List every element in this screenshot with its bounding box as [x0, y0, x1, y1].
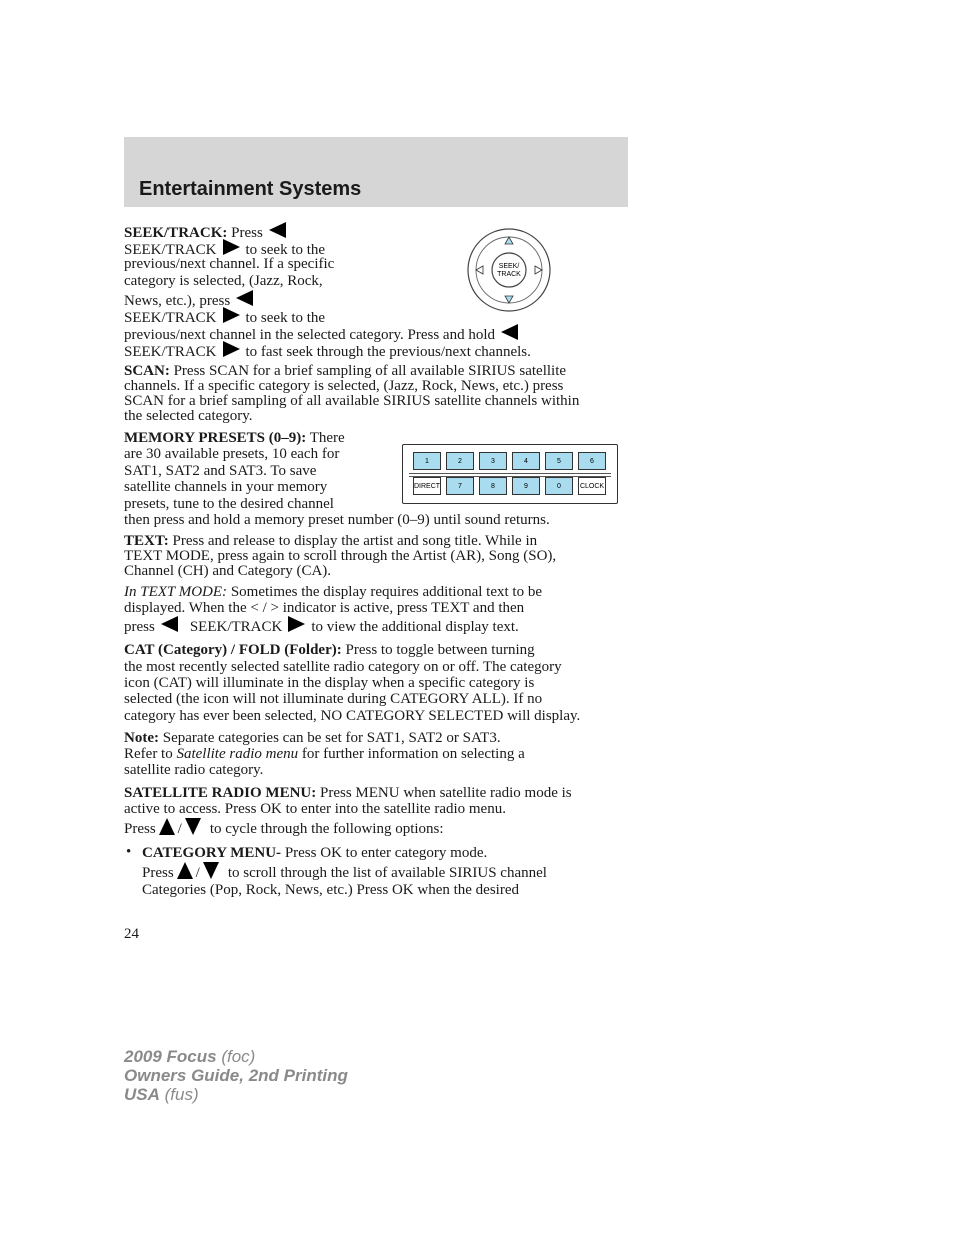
category-menu-heading: CATEGORY MENU- [142, 845, 282, 862]
preset-button-4: 4 [512, 452, 540, 470]
clock-button: CLOCK [578, 477, 606, 495]
satellite-radio-menu-reference: Satellite radio menu [176, 746, 299, 763]
text-mode-section: In TEXT MODE: Sometimes the display requires additional text to be displayed. When the < / > indicator is active, press TEXT and then press SEEK/TRACK to view the additional display text. [124, 584, 542, 636]
page-number: 24 [124, 926, 139, 942]
seek-right-icon [223, 341, 240, 357]
category-menu-bullet: • CATEGORY MENU- Press OK to enter category mode. Press / to scroll through the list of available SIRIUS channel Categories (Pop, Rock, News, etc.) Press OK when the desired [126, 844, 547, 899]
seek-track-heading: SEEK/TRACK: [124, 225, 228, 241]
seek-left-icon [269, 222, 286, 238]
seek-left-icon [501, 324, 518, 340]
text-mode-heading: In TEXT MODE: [124, 584, 228, 601]
preset-button-3: 3 [479, 452, 507, 470]
footer-model: 2009 Focus [124, 1047, 217, 1066]
direct-button: DIRECT [413, 477, 441, 495]
footer-model-code: (foc) [221, 1047, 256, 1066]
category-folder-heading: CAT (Category) / FOLD (Folder): [124, 642, 342, 659]
memory-presets-section: MEMORY PRESETS (0–9): There are 30 available presets, 10 each for SAT1, SAT2 and SAT3. To save satellite channels in your memory presets, tune to the desired channel then press and hold a memory preset number (0–9) until sound returns. [124, 430, 550, 528]
satellite-radio-menu-heading: SATELLITE RADIO MENU: [124, 784, 317, 801]
preset-button-9: 9 [512, 477, 540, 495]
text-heading: TEXT: [124, 533, 169, 550]
memory-presets-heading: MEMORY PRESETS (0–9): [124, 430, 307, 446]
note-heading: Note: [124, 729, 159, 746]
scan-section: SCAN: Press SCAN for a brief sampling of all available SIRIUS satellite channels. If a specific category is selected, (Jazz, Rock, News, etc.) press SCAN for a brief sampling of all available SIRIUS satellite channels within the selected category. [124, 363, 580, 424]
footer [124, 1047, 348, 1104]
bullet-dot: • [126, 844, 132, 861]
scan-heading: SCAN: [124, 363, 170, 379]
preset-button-5: 5 [545, 452, 573, 470]
section-title: Entertainment Systems [139, 178, 362, 200]
page-body [124, 222, 630, 900]
preset-button-0: 0 [545, 477, 573, 495]
seek-right-icon [288, 616, 305, 632]
preset-button-6: 6 [578, 452, 606, 470]
seek-left-icon [161, 616, 178, 632]
category-folder-section: CAT (Category) / FOLD (Folder): Press to toggle between turning the most recently selected satellite radio category on or off. The category icon (CAT) will illuminate in the display when a specific category is selected (the icon will not illuminate during CATEGORY ALL). If no category has ever been selected, NO CATEGORY SELECTED will display. [124, 642, 581, 724]
footer-guide: Owners Guide, 2nd Printing [124, 1066, 348, 1085]
seek-right-icon [223, 239, 240, 255]
satellite-radio-menu-section: SATELLITE RADIO MENU: Press MENU when satellite radio mode is active to access. Press OK to enter into the satellite radio menu. Press / to cycle through the following options: [124, 784, 572, 838]
preset-button-8: 8 [479, 477, 507, 495]
seek-track-section: SEEK/TRACK: Press SEEK/TRACK to seek to the previous/next channel. If a specific category is selected, (Jazz, Rock, News, etc.), press SEEK/TRACK to seek to the previous/next channel in the selected category. Press and hold SEEK/TRACK to fast seek through the previous/next channels. [124, 222, 630, 358]
up-arrow-icon [159, 818, 175, 835]
text-section: TEXT: Press and release to display the artist and song title. While in TEXT MODE, press again to scroll through the Artist (AR), Song (SO), Channel (CH) and Category (CA). [124, 533, 557, 580]
note-section: Note: Separate categories can be set for SAT1, SAT2 or SAT3. Refer to Satellite radio menu for further information on selecting a satellite radio category. [124, 729, 525, 779]
knob-label-top: SEEK/ [498, 263, 520, 270]
preset-button-1: 1 [413, 452, 441, 470]
section-header [124, 137, 628, 207]
seek-left-icon [236, 290, 253, 306]
down-arrow-icon [185, 818, 201, 835]
footer-region-code: (fus) [164, 1085, 199, 1104]
up-arrow-icon [177, 862, 193, 879]
preset-button-2: 2 [446, 452, 474, 470]
footer-region: USA [124, 1085, 160, 1104]
seek-right-icon [223, 307, 240, 323]
knob-label-bottom: TRACK [497, 271, 521, 278]
preset-button-7: 7 [446, 477, 474, 495]
down-arrow-icon [203, 862, 219, 879]
